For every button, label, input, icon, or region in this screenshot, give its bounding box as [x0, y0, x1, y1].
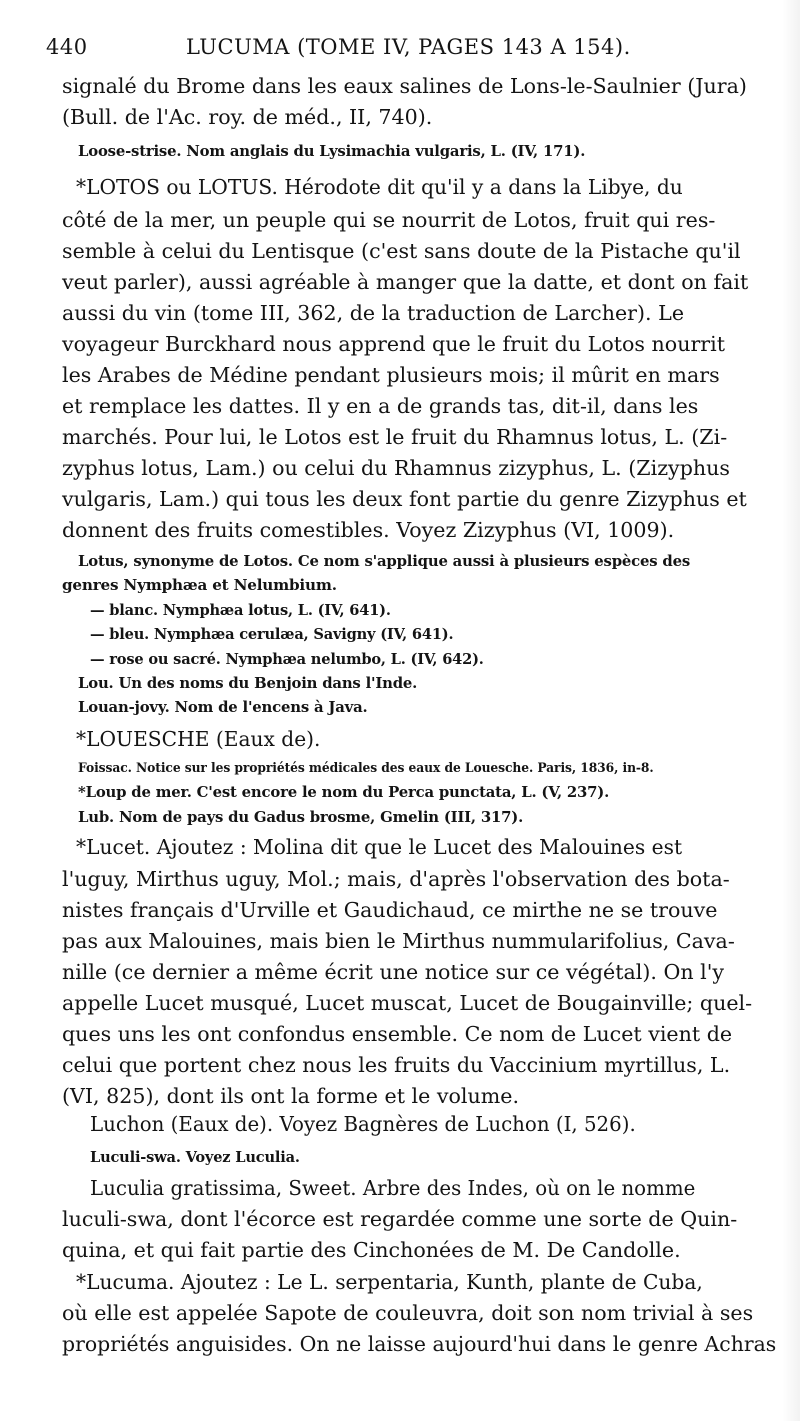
entry-lotus: Lotus, synonyme de Lotos. Ce nom s'applique aussi à plusieurs espèces des: [78, 552, 690, 570]
text-line: (VI, 825), dont ils ont la forme et le volume.: [62, 1084, 520, 1108]
text-line: pas aux Malouines, mais bien le Mirthus nummularifolius, Cava-: [62, 929, 735, 953]
entry-lucuma: *Lucuma. Ajoutez : Le L. serpentaria, Kunth, plante de Cuba,: [76, 1270, 703, 1294]
entry-louan-jovy: Louan-jovy. Nom de l'encens à Java.: [78, 698, 368, 716]
entry-lou: Lou. Un des noms du Benjoin dans l'Inde.: [78, 674, 418, 692]
page-number: 440: [46, 35, 88, 59]
text-line: genres Nymphæa et Nelumbium.: [62, 576, 337, 594]
entry-lotus-rose: — rose ou sacré. Nymphæa nelumbo, L. (IV, 642).: [90, 650, 484, 668]
entry-loup-de-mer: *Loup de mer. C'est encore le nom du Perca punctata, L. (V, 237).: [78, 783, 610, 801]
text-line: vulgaris, Lam.) qui tous les deux font partie du genre Zizyphus et: [62, 487, 747, 511]
entry-lotus-bleu: — bleu. Nymphæa cerulæa, Savigny (IV, 641).: [90, 625, 454, 643]
text-line: aussi du vin (tome III, 362, de la traduction de Larcher). Le: [62, 301, 685, 325]
text-line: (Bull. de l'Ac. roy. de méd., II, 740).: [62, 105, 433, 129]
text-line: celui que portent chez nous les fruits du Vaccinium myrtillus, L.: [62, 1053, 731, 1077]
text-line: signalé du Brome dans les eaux salines de Lons-le-Saulnier (Jura): [62, 74, 747, 98]
text-line: nistes français d'Urville et Gaudichaud, ce mirthe ne se trouve: [62, 898, 718, 922]
entry-luculi-swa: Luculi-swa. Voyez Luculia.: [90, 1148, 300, 1166]
text-line: marchés. Pour lui, le Lotos est le fruit du Rhamnus lotus, L. (Zi-: [62, 425, 728, 449]
text-line: propriétés anguisides. On ne laisse aujourd'hui dans le genre Achras: [62, 1332, 777, 1356]
entry-luculia: Luculia gratissima, Sweet. Arbre des Indes, où on le nomme: [90, 1176, 696, 1200]
text-line: ques uns les ont confondus ensemble. Ce nom de Lucet vient de: [62, 1022, 733, 1046]
text-line: voyageur Burckhard nous apprend que le fruit du Lotos nourrit: [62, 332, 726, 356]
text-line: l'uguy, Mirthus uguy, Mol.; mais, d'après l'observation des bota-: [62, 867, 730, 891]
text-line: et remplace les dattes. Il y en a de grands tas, dit-il, dans les: [62, 394, 699, 418]
text-line: quina, et qui fait partie des Cinchonées de M. De Candolle.: [62, 1238, 681, 1262]
text-line: où elle est appelée Sapote de couleuvra, doit son nom trivial à ses: [62, 1301, 754, 1325]
page-header: [46, 35, 760, 69]
text-line: les Arabes de Médine pendant plusieurs mois; il mûrit en mars: [62, 363, 720, 387]
text-line: luculi-swa, dont l'écorce est regardée comme une sorte de Quin-: [62, 1207, 738, 1231]
entry-lotos-heading: *LOTOS ou LOTUS. Hérodote dit qu'il y a dans la Libye, du: [76, 175, 683, 199]
entry-lotus-blanc: — blanc. Nymphæa lotus, L. (IV, 641).: [90, 601, 391, 619]
entry-loose-strise: Loose-strise. Nom anglais du Lysimachia vulgaris, L. (IV, 171).: [78, 142, 586, 160]
entry-luchon: Luchon (Eaux de). Voyez Bagnères de Luchon (I, 526).: [90, 1112, 636, 1136]
text-line: semble à celui du Lentisque (c'est sans doute de la Pistache qu'il: [62, 239, 741, 263]
text-line: côté de la mer, un peuple qui se nourrit de Lotos, fruit qui res-: [62, 208, 716, 232]
text-line: zyphus lotus, Lam.) ou celui du Rhamnus zizyphus, L. (Zizyphus: [62, 456, 730, 480]
text-line: donnent des fruits comestibles. Voyez Zizyphus (VI, 1009).: [62, 518, 675, 542]
text-line: nille (ce dernier a même écrit une notice sur ce végétal). On l'y: [62, 960, 725, 984]
running-title: LUCUMA (TOME IV, PAGES 143 A 154).: [186, 35, 631, 59]
entry-lucet: *Lucet. Ajoutez : Molina dit que le Lucet des Malouines est: [76, 835, 683, 859]
entry-louesche-heading: *LOUESCHE (Eaux de).: [76, 727, 321, 751]
text-line: veut parler), aussi agréable à manger que la datte, et dont on fait: [62, 270, 749, 294]
text-line: appelle Lucet musqué, Lucet muscat, Lucet de Bougainville; quel-: [62, 991, 753, 1015]
page-edge-shadow: [782, 0, 800, 1421]
entry-lub: Lub. Nom de pays du Gadus brosme, Gmelin (III, 317).: [78, 808, 524, 826]
bibliography-note: Foissac. Notice sur les propriétés médicales des eaux de Louesche. Paris, 1836, in-8.: [78, 760, 654, 775]
